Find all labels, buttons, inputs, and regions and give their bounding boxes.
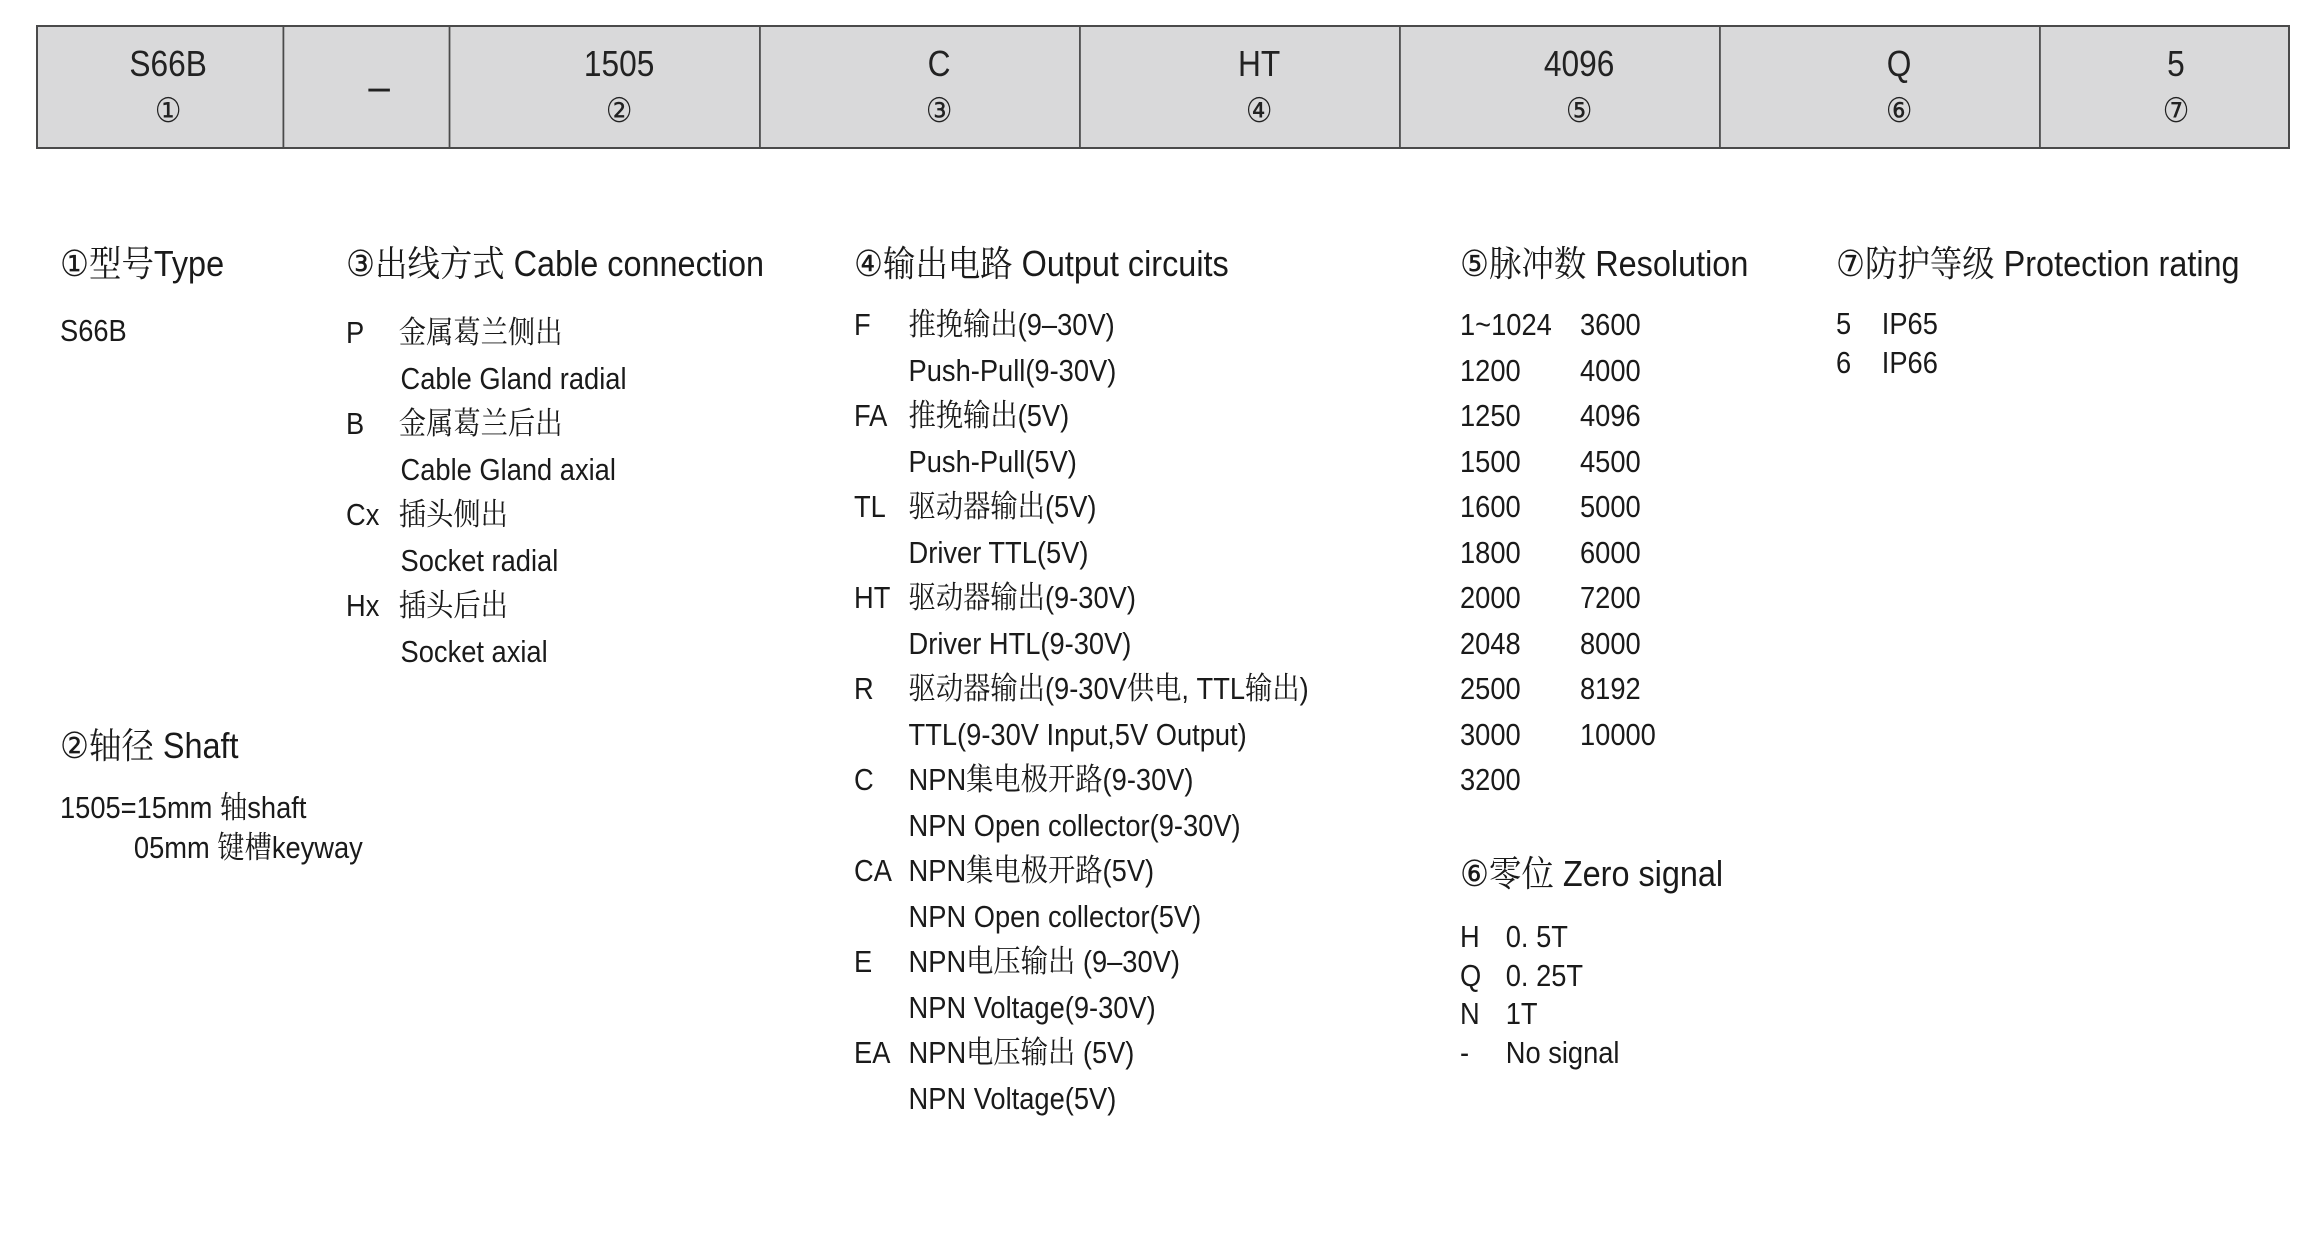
type-heading: ①型号Type xyxy=(60,243,225,284)
option-label: IP66 xyxy=(1881,345,1938,380)
resolution-value: 8192 xyxy=(1580,671,1641,706)
list-item xyxy=(854,302,1347,348)
resolution-value: 5000 xyxy=(1580,489,1641,524)
option-cn: 金属葛兰侧出 xyxy=(398,315,563,350)
option-cn: 推挽输出(5V) xyxy=(908,398,1070,433)
shaft-heading: ②轴径 Shaft xyxy=(60,725,239,766)
model-code-bar xyxy=(36,25,2290,149)
code-cell-value: 5 xyxy=(2167,43,2185,84)
shaft-section xyxy=(60,722,460,868)
option-cn: 插头后出 xyxy=(398,588,508,623)
option-en: Push-Pull(5V) xyxy=(908,443,1077,479)
option-code: F xyxy=(854,307,871,342)
code-cell-index: ⑦ xyxy=(2162,92,2190,130)
code-cell-model xyxy=(54,27,285,147)
list-item xyxy=(1460,995,1777,1034)
option-label: IP65 xyxy=(1881,306,1938,341)
option-code: TL xyxy=(854,489,886,524)
resolution-heading: ⑤脉冲数 Resolution xyxy=(1460,243,1749,284)
list-item xyxy=(346,583,786,629)
code-cell-index: ⑥ xyxy=(1885,92,1913,130)
option-cn: 驱动器输出(9-30V) xyxy=(908,580,1136,615)
list-item xyxy=(854,757,1347,803)
output-heading: ④输出电路 Output circuits xyxy=(854,243,1229,284)
resolution-value: 2000 xyxy=(1460,580,1521,615)
option-cn: 推挽输出(9–30V) xyxy=(908,307,1115,342)
protection-section xyxy=(1836,240,2306,382)
resolution-value: 4096 xyxy=(1580,398,1641,433)
option-en: NPN Voltage(5V) xyxy=(908,1080,1117,1116)
code-cell-cable xyxy=(799,27,1081,147)
option-cn: NPN集电极开路(9-30V) xyxy=(908,762,1194,797)
option-cn: 驱动器输出(5V) xyxy=(908,489,1097,524)
resolution-value: 1600 xyxy=(1460,489,1521,524)
list-item xyxy=(854,848,1347,894)
zero-list xyxy=(1460,918,1820,1072)
type-section xyxy=(60,240,330,354)
code-cell-index: ① xyxy=(154,92,182,130)
resolution-value: 1~1024 xyxy=(1460,307,1552,342)
list-item xyxy=(346,401,786,447)
code-cell-index: ③ xyxy=(925,92,953,130)
resolution-value: 1200 xyxy=(1460,352,1521,388)
option-code: P xyxy=(346,315,365,350)
list-item xyxy=(854,484,1347,530)
option-code: EA xyxy=(854,1035,891,1070)
option-cn: NPN集电极开路(5V) xyxy=(908,853,1155,888)
resolution-value: 2048 xyxy=(1460,625,1521,661)
option-code: Q xyxy=(1460,957,1482,993)
resolution-value: 3600 xyxy=(1580,307,1641,342)
code-cell-value: HT xyxy=(1238,43,1281,84)
output-list xyxy=(854,302,1414,1121)
option-cn: 金属葛兰后出 xyxy=(398,406,563,441)
shaft-line: 1505=15mm 轴shaft xyxy=(60,790,307,825)
list-item xyxy=(1460,957,1777,996)
resolution-value: 8000 xyxy=(1580,625,1641,661)
option-code: FA xyxy=(854,398,888,433)
resolution-value: 7200 xyxy=(1580,580,1641,615)
code-cell-separator xyxy=(310,27,451,147)
option-label: 0. 5T xyxy=(1505,919,1568,954)
resolution-value: 4500 xyxy=(1580,443,1641,479)
option-label: No signal xyxy=(1505,1034,1620,1070)
code-cell-value: S66B xyxy=(129,43,207,84)
shaft-line: 05mm 键槽keyway xyxy=(133,830,363,865)
resolution-value: 3200 xyxy=(1460,762,1521,797)
option-code: C xyxy=(854,762,874,797)
code-cell-shaft xyxy=(479,27,761,147)
option-code: B xyxy=(346,406,365,441)
option-cn: NPN电压输出 (9–30V) xyxy=(908,944,1180,979)
list-item xyxy=(854,939,1347,985)
zero-heading: ⑥零位 Zero signal xyxy=(1460,853,1724,894)
option-code: 6 xyxy=(1836,345,1852,380)
option-en: Socket radial xyxy=(400,542,559,578)
option-en: NPN Open collector(9-30V) xyxy=(908,807,1241,843)
list-item xyxy=(346,492,786,538)
protection-heading: ⑦防护等级 Protection rating xyxy=(1836,243,2240,284)
code-cell-value: C xyxy=(927,43,951,84)
list-item xyxy=(854,666,1347,712)
code-cell-protection xyxy=(2074,27,2278,147)
option-en: Cable Gland axial xyxy=(400,451,616,487)
code-cell-index: ② xyxy=(605,92,633,130)
resolution-value: 3000 xyxy=(1460,716,1521,752)
list-item xyxy=(346,310,786,356)
option-code: R xyxy=(854,671,874,706)
output-section xyxy=(854,240,1414,1121)
resolution-value: 10000 xyxy=(1580,716,1656,752)
option-cn: 驱动器输出(9-30V供电, TTL输出) xyxy=(908,671,1309,706)
resolution-value: 6000 xyxy=(1580,534,1641,570)
option-en: Socket axial xyxy=(400,633,548,669)
option-code: N xyxy=(1460,996,1480,1031)
option-en: Cable Gland radial xyxy=(400,360,627,396)
protection-list xyxy=(1836,304,2306,382)
cable-list xyxy=(346,310,846,674)
resolution-value: 1500 xyxy=(1460,443,1521,479)
list-item xyxy=(854,575,1347,621)
zero-section xyxy=(1460,850,1820,1072)
code-cell-value: – xyxy=(368,62,390,111)
list-item xyxy=(1460,1034,1777,1073)
option-en: Driver HTL(9-30V) xyxy=(908,625,1132,661)
resolution-value: 4000 xyxy=(1580,352,1641,388)
code-cell-index: ⑤ xyxy=(1565,92,1593,130)
option-en: NPN Voltage(9-30V) xyxy=(908,989,1156,1025)
option-code: 5 xyxy=(1836,306,1852,341)
list-item xyxy=(1836,343,2250,382)
option-label: 0. 25T xyxy=(1505,957,1584,993)
code-cell-value: 4096 xyxy=(1543,43,1615,84)
resolution-value: 1250 xyxy=(1460,398,1521,433)
list-item xyxy=(1836,304,2250,343)
code-cell-value: 1505 xyxy=(583,43,655,84)
option-code: CA xyxy=(854,853,892,888)
code-cell-zero xyxy=(1759,27,2041,147)
option-en: Push-Pull(9-30V) xyxy=(908,352,1117,388)
cable-heading: ③出线方式 Cable connection xyxy=(346,243,765,284)
option-cn: 插头侧出 xyxy=(398,497,508,532)
option-code: H xyxy=(1460,919,1480,954)
option-en: Driver TTL(5V) xyxy=(908,534,1089,570)
list-item xyxy=(854,1030,1347,1076)
code-cell-resolution xyxy=(1439,27,1721,147)
option-code: - xyxy=(1460,1034,1470,1070)
cable-section xyxy=(346,240,846,674)
code-cell-index: ④ xyxy=(1245,92,1273,130)
option-code: HT xyxy=(854,580,891,615)
type-value: S66B xyxy=(60,313,127,348)
code-cell-value: Q xyxy=(1886,43,1912,84)
list-item xyxy=(1460,918,1777,957)
option-code: Hx xyxy=(346,588,380,623)
option-code: Cx xyxy=(346,497,380,532)
list-item xyxy=(854,393,1347,439)
option-en: TTL(9-30V Input,5V Output) xyxy=(908,716,1247,752)
option-code: E xyxy=(854,944,873,979)
resolution-value xyxy=(1580,757,1721,803)
option-en: NPN Open collector(5V) xyxy=(908,898,1202,934)
option-label: 1T xyxy=(1505,996,1538,1031)
option-cn: NPN电压输出 (5V) xyxy=(908,1035,1135,1070)
code-cell-output xyxy=(1119,27,1401,147)
resolution-value: 1800 xyxy=(1460,534,1521,570)
resolution-grid xyxy=(1460,302,1820,803)
resolution-section xyxy=(1460,240,1820,803)
resolution-value: 2500 xyxy=(1460,671,1521,706)
